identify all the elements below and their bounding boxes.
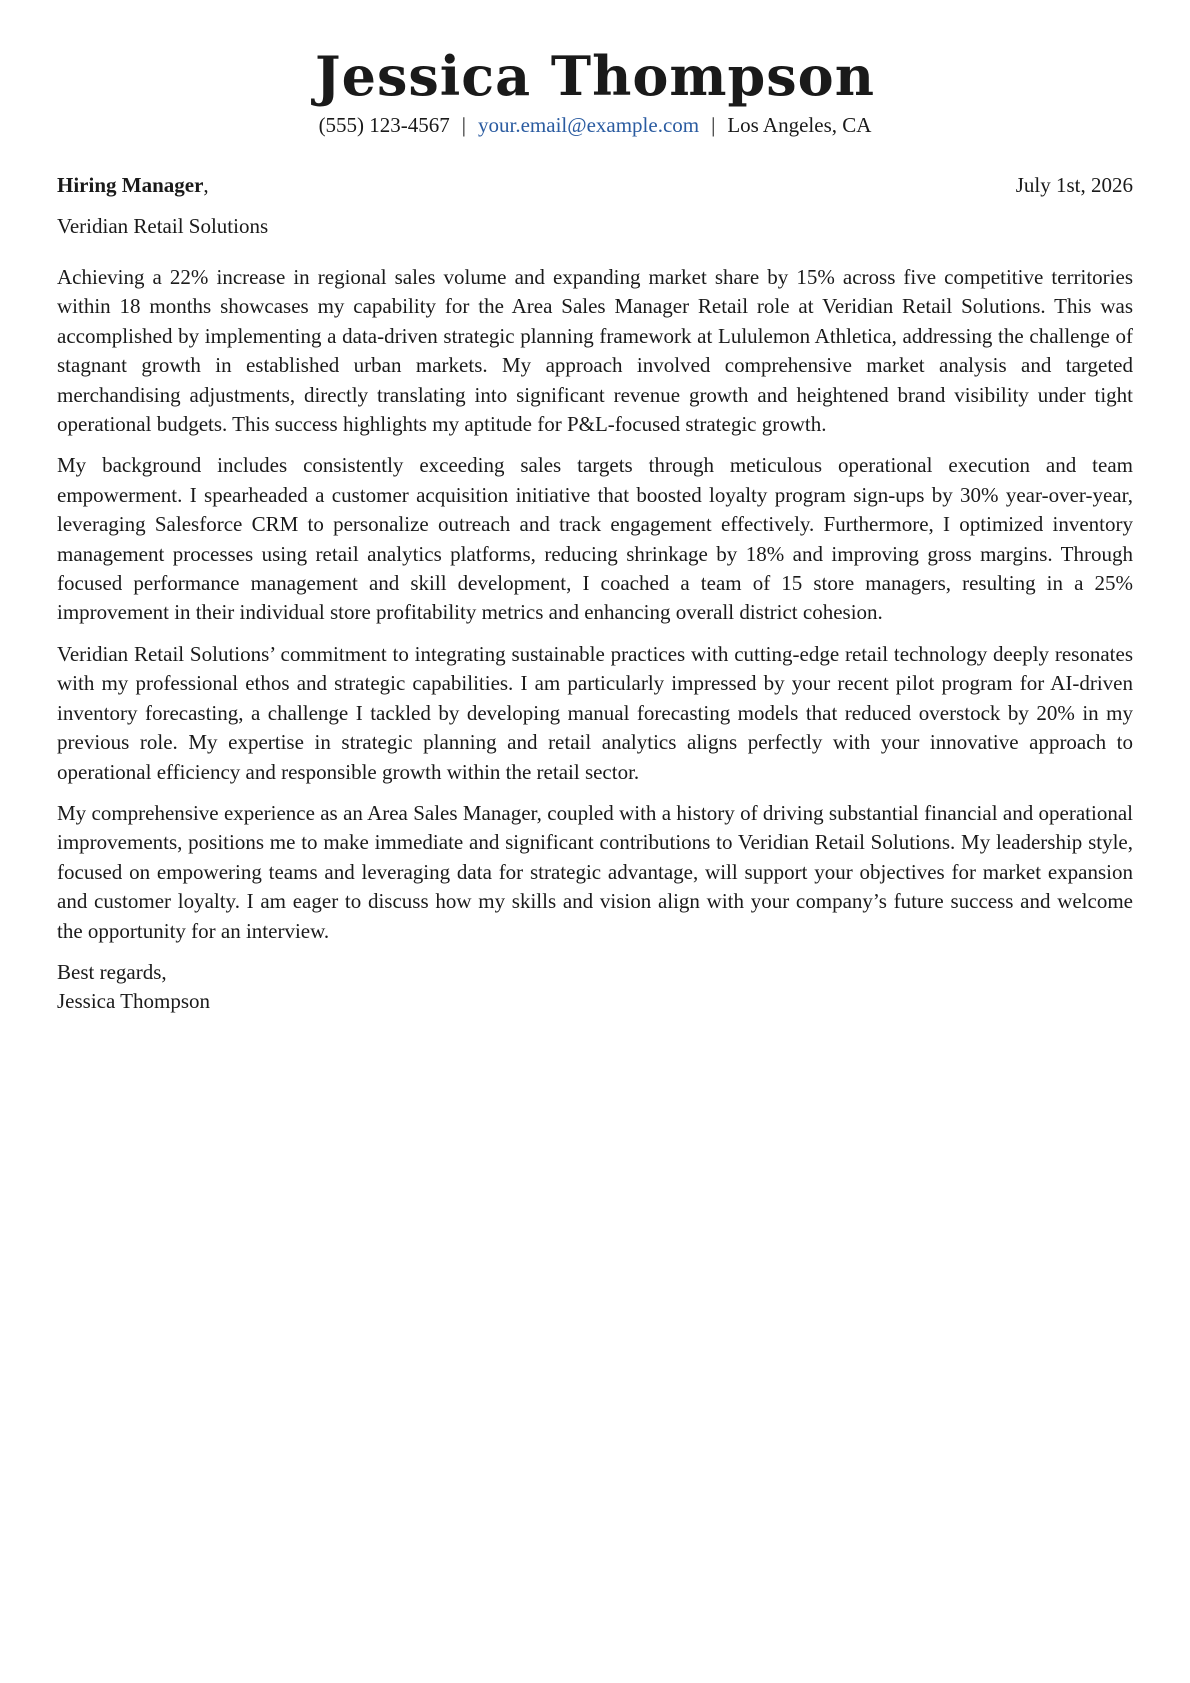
closing-block (57, 958, 1133, 1017)
body-paragraph: Achieving a 22% increase in regional sales volume and expanding market share by 15% across five competitive territories within 18 months showcases my capability for the Area Sales Manager Retail role at Veridian Retail Solutions. This was accomplished by implementing a data-driven strategic planning framework at Lululemon Athletica, addressing the challenge of stagnant growth in established urban markets. My approach involved comprehensive market analysis and targeted merchandising adjustments, directly translating into significant revenue growth and heightened brand visibility under tight operational budgets. This success highlights my aptitude for P&L-focused strategic growth. (57, 265, 1133, 437)
company-name: Veridian Retail Solutions (57, 214, 269, 238)
body-paragraph: Veridian Retail Solutions’ commitment to integrating sustainable practices with cutting-edge retail technology deeply resonates with my professional ethos and strategic capabilities. I am particularly impressed by your recent pilot program for AI-driven inventory forecasting, a challenge I tackled by developing manual forecasting models that reduced overstock by 20% in my previous role. My expertise in strategic planning and retail analytics aligns perfectly with your innovative approach to operational efficiency and responsible growth within the retail sector. (57, 641, 1133, 784)
contact-separator: | (711, 113, 716, 137)
applicant-name: Jessica Thompson (315, 44, 875, 108)
recipient-suffix: , (203, 173, 209, 197)
closing-phrase: Best regards, (57, 959, 167, 984)
location: Los Angeles, CA (727, 113, 872, 137)
email-link[interactable]: your.email@example.com (478, 113, 700, 137)
salutation (57, 170, 209, 200)
recipient-name: Hiring Manager (57, 173, 204, 197)
letter-body (57, 263, 1133, 946)
phone-number: (555) 123-4567 (318, 113, 450, 137)
salutation-row (57, 170, 1133, 200)
body-paragraph: My background includes consistently exceeding sales targets through meticulous operational execution and team empowerment. I spearheaded a customer acquisition initiative that boosted loyalty program sign-ups by 30% year-over-year, leveraging Salesforce CRM to personalize outreach and track engagement effectively. Furthermore, I optimized inventory management processes using retail analytics platforms, reducing shrinkage by 18% and improving gross margins. Through focused performance management and skill development, I coached a team of 15 store managers, resulting in a 25% improvement in their individual store profitability metrics and enhancing overall district cohesion. (57, 453, 1133, 625)
body-paragraph: My comprehensive experience as an Area Sales Manager, coupled with a history of driving substantial financial and operational improvements, positions me to make immediate and significant contributions to Veridian Retail Solutions. My leadership style, focused on empowering teams and leveraging data for strategic advantage, will support your objectives for market expansion and customer loyalty. I am eager to discuss how my skills and vision align with your company’s future success and welcome the opportunity for an interview. (57, 800, 1133, 943)
contact-separator: | (461, 113, 467, 137)
contact-line (57, 110, 1133, 140)
signature-name: Jessica Thompson (57, 989, 211, 1014)
letter-date: July 1st, 2026 (1015, 173, 1133, 197)
cover-letter-page (57, 0, 1133, 1017)
